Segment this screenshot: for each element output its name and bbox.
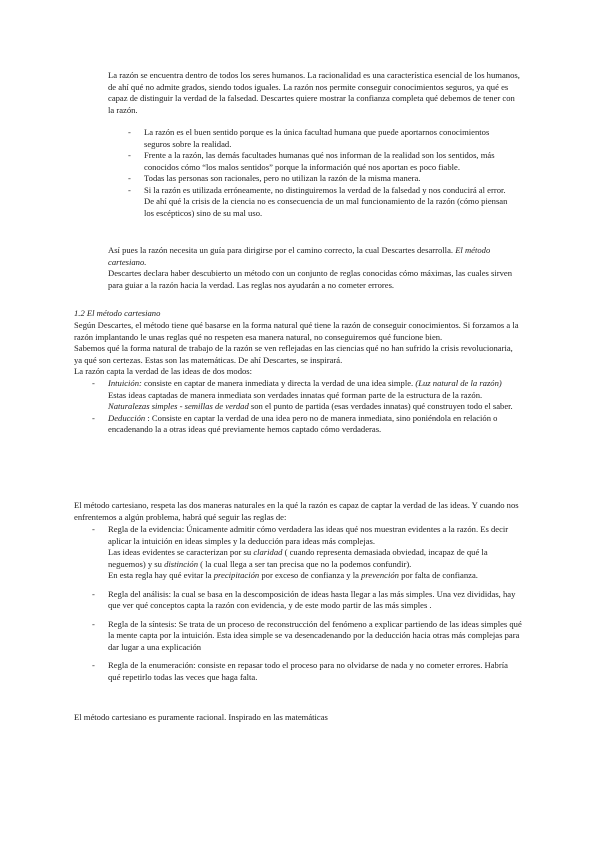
reglas-intro: El método cartesiano, respeta las dos maneras naturales en la qué la razón es capaz de captar la verdad de las ideas. Y cuando nos enfrentemos a algún problema, habrá qué seguir las reglas de: <box>74 500 519 522</box>
list-item-intuicion: - Intuición: consiste en captar de manera inmediata y directa la verdad de una idea simple. (Luz natural de la razón) Estas ideas captadas de manera inmediata son verdades innatas qué forman parte de la estructura de la razón. Naturalezas simples - semillas de verdad son el punto de partida (esas verdades innatas) qué construyen todo el saber. <box>90 378 522 413</box>
list-item: - La razón es el buen sentido porque es la única facultad humana que puede aportarnos conocimientos seguros sobre la realidad. <box>126 127 510 150</box>
list-item: - Si la razón es utilizada erróneamente, no distinguiremos la verdad de la falsedad y nos conducirá al error. De ahí qué la crisis de la ciencia no es consecuencia de un mal funcionamiento de la razón (cómo piensan los escépticos) sino de su mal uso. <box>126 185 510 220</box>
list-item-evidencia: - Regla de la evidencia: Únicamente admitir cómo verdadera las ideas qué nos muestran evidentes a la razón. Es decir aplicar la intuición en ideas simples y la deducción para ideas más complejas. Las ideas evidentes se caracterizan por su claridad ( cuando representa demasiada obviedad, incapaz de qué la neguemos) y su distinción ( la cual llega a ser tan precisa que no la podemos confundir). En esta regla hay qué evitar la precipitación por exceso de confianza y la prevención por falta de confianza. <box>90 524 522 582</box>
razon-bullet-list <box>126 127 510 219</box>
final-paragraph: El método cartesiano es puramente racional. Inspirado en las matemáticas <box>74 712 328 722</box>
descartes-paragraph: Descartes declara haber descubierto un método con un conjunto de reglas conocidas cómo máximas, las cuales sirven para guiar a la razón hacia la verdad. Las reglas nos ayudarán a no cometer errores. <box>108 268 513 290</box>
list-item-sintesis: - Regla de la síntesis: Se trata de un proceso de reconstrucción del fenómeno a explicar partiendo de las ideas simples qué la mente capta por la intuición. Esta idea simple se va desencadenando por la deducción hacia otras más complejas para dar lugar a una explicación <box>90 619 522 654</box>
intro-paragraph: La razón se encuentra dentro de todos los seres humanos. La racionalidad es una característica esencial de los humanos, de ahí qué no admite grados, siendo todos iguales. La razón nos permite conseguir conocimientos seguros, ya qué es capaz de distinguir la verdad de la falsedad. Descartes quiere mostrar la confianza completa qué debemos de tener con la razón. <box>108 70 520 115</box>
metodo-paragraph-1: Según Descartes, el método tiene qué basarse en la forma natural qué tiene la razón de conseguir conocimientos. Si forzamos a la razón implantando le unas reglas qué no respeten esa manera natural, no conseguiremos qué funcione bien. <box>74 320 519 342</box>
section-heading: 1.2 El método cartesiano <box>74 308 161 318</box>
closing-paragraph <box>108 245 520 268</box>
closing-text: Así pues la razón necesita un guía para dirigirse por el camino correcto, la cual Descartes desarrolla. <box>108 245 456 255</box>
list-item-enumeracion: - Regla de la enumeración: consiste en repasar todo el proceso para no olvidarse de nada y no cometer errores. Habría qué repetirlo todas las veces que haga falta. <box>90 660 522 683</box>
modos-intro: La razón capta la verdad de las ideas de dos modos: <box>74 366 253 376</box>
list-item-deduccion: - Deducción : Consiste en captar la verdad de una idea pero no de manera inmediata, sino poniéndola en relación o encadenando la a otras ideas qué previamente hemos captado cómo verdaderas. <box>90 413 522 436</box>
closing-italic: El método cartesiano. <box>108 245 491 267</box>
list-item: - Todas las personas son racionales, pero no utilizan la razón de la misma manera. <box>126 173 510 185</box>
list-item: - Frente a la razón, las demás facultades humanas qué nos informan de la realidad son los sentidos, más conocidos cómo “los malos sentidos” porque la información qué nos aportan es poco fiable. <box>126 150 510 173</box>
metodo-paragraph-2: Sabemos qué la forma natural de trabajo de la razón se ven reflejadas en las ciencias qué no han sufrido la crisis revolucionaria, ya qué son certezas. Estas son las matemáticas. De ahí Descartes, se inspirará. <box>74 343 513 365</box>
reglas-list <box>90 524 522 683</box>
list-item-analisis: - Regla del análisis: la cual se basa en la descomposición de ideas hasta llegar a las más simples. Una vez divididas, hay que ver qué conceptos capta la razón con evidencia, y de este modo partir de las más simples . <box>90 589 522 612</box>
modos-list <box>90 378 522 436</box>
